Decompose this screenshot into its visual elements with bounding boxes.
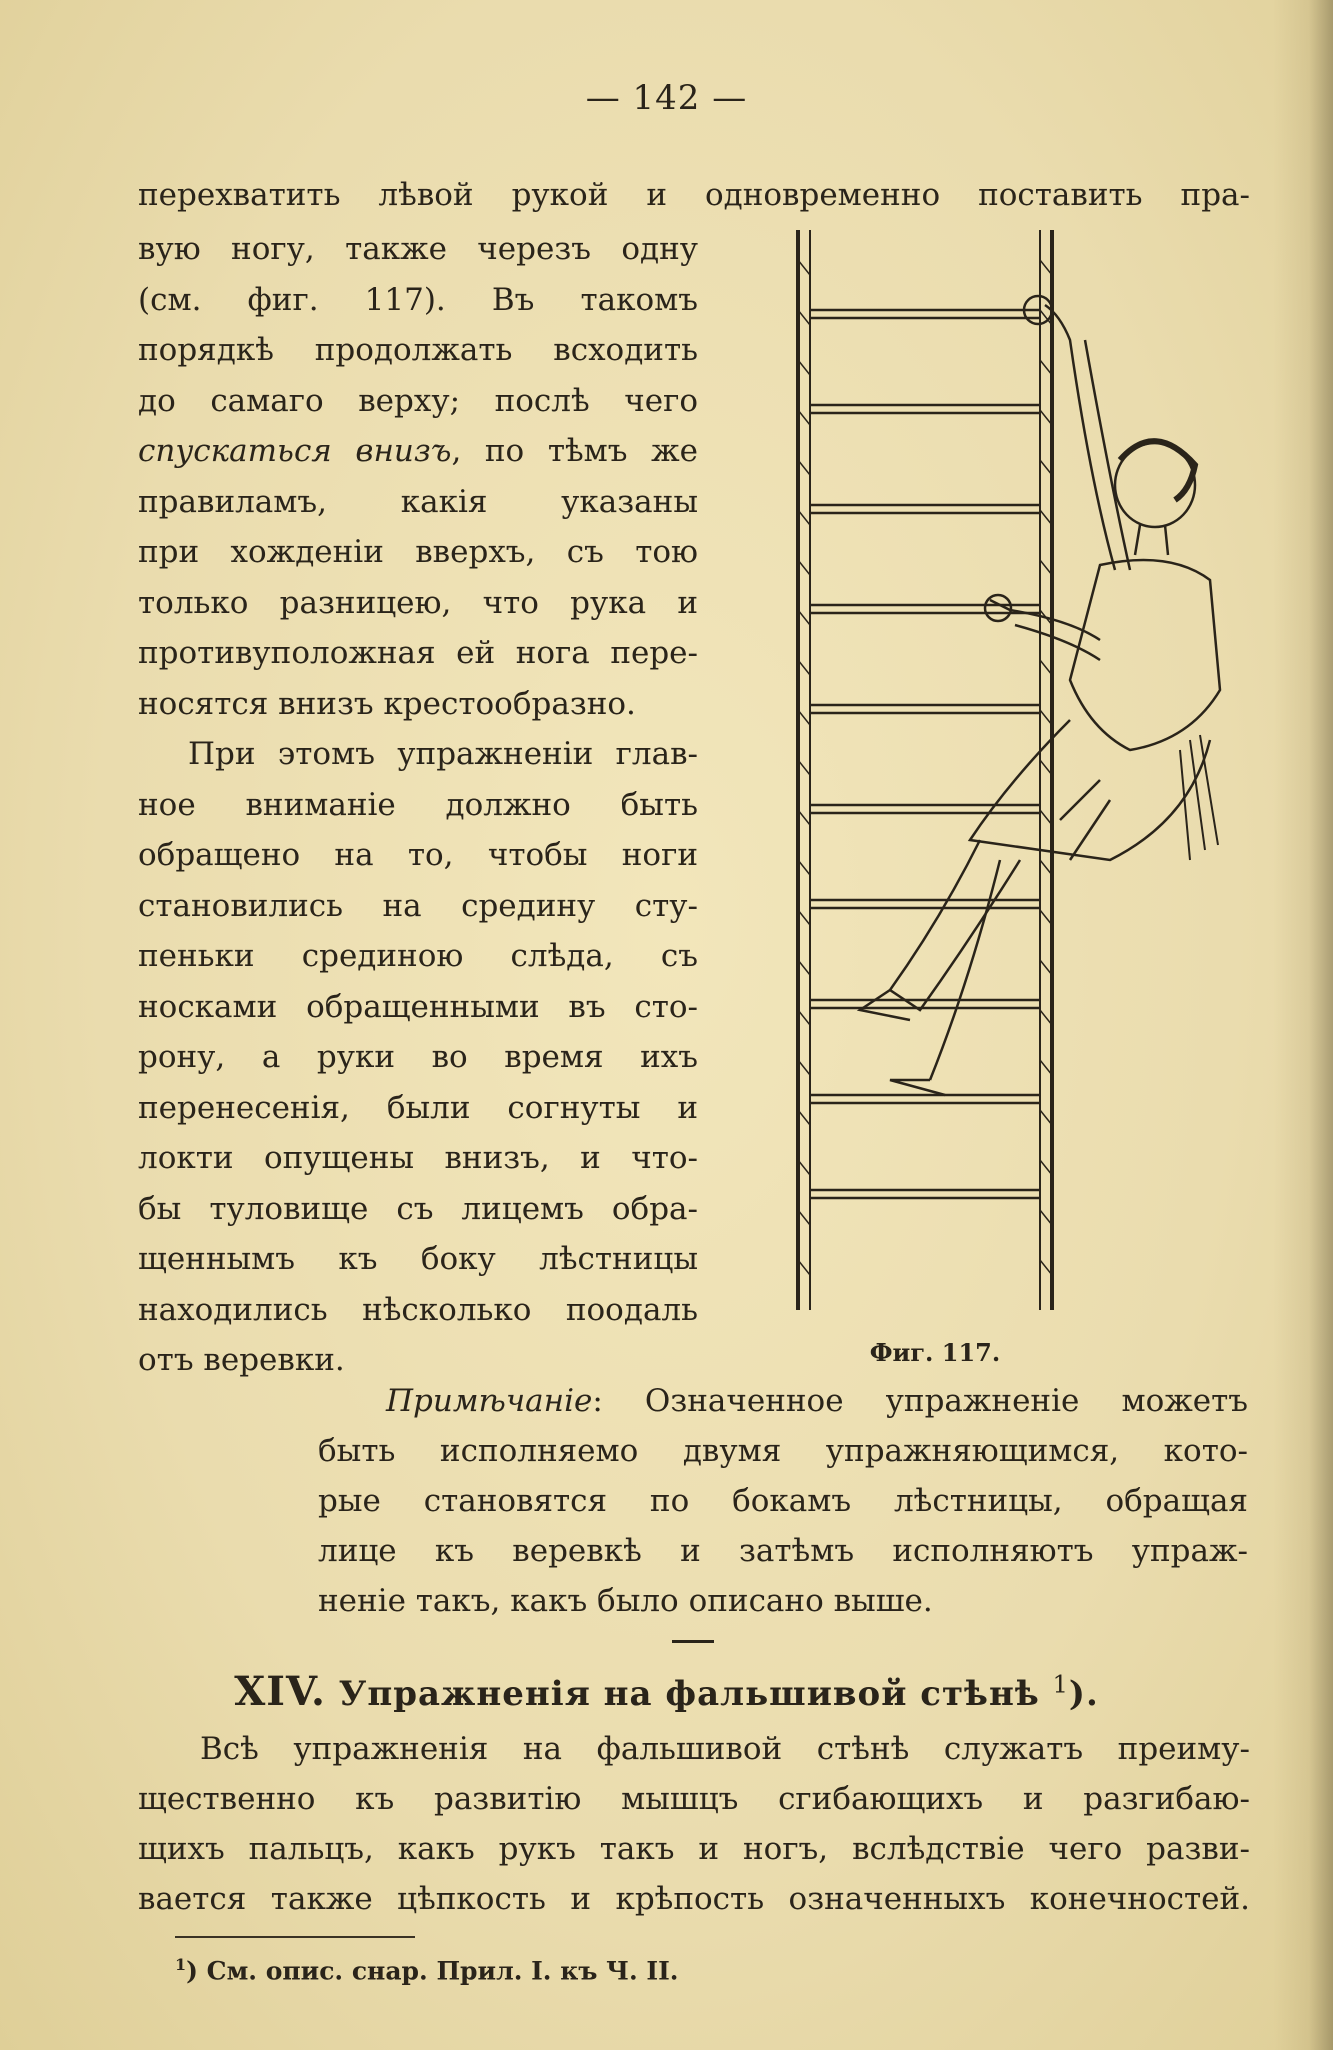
text-line: правиламъ, какія указаны — [138, 483, 698, 520]
text-line: щеннымъ къ боку лѣстницы — [138, 1241, 698, 1277]
text-line: носятся внизъ крестообразно. — [138, 685, 636, 722]
text-line: носками обращенными въ сто- — [138, 988, 698, 1025]
footnote-marker: 1 — [175, 1955, 187, 1974]
text-line: быть исполняемо двумя упражняющимся, кото- — [318, 1433, 1248, 1469]
text-line: противуположная ей нога пере- — [138, 635, 698, 671]
paragraph-start-line: Всѣ упражненія на фальшивой стѣнѣ служатъ преиму- — [200, 1731, 1250, 1767]
paragraph-start-line: При этомъ упражненіи глав- — [188, 736, 698, 772]
text-line: рые становятся по бокамъ лѣстницы, обращая — [318, 1483, 1248, 1519]
section-divider — [672, 1640, 714, 1643]
text-line: до самаго верху; послѣ чего — [138, 382, 698, 419]
text-line: порядкѣ продолжать всходить — [138, 332, 698, 368]
figure-117 — [770, 220, 1250, 1367]
note-first-line — [318, 1376, 1248, 1426]
page-edge-shadow — [1273, 0, 1333, 2050]
footnote-text: ) См. опис. снар. Прил. I. къ Ч. II. — [186, 1956, 679, 1986]
section-number: XIV. — [234, 1668, 326, 1715]
text-line: ное вниманіе должно быть — [138, 786, 698, 823]
text-line: находились нѣсколько поодаль — [138, 1291, 698, 1328]
text-line: щихъ пальцъ, какъ рукъ такъ и ногъ, вслѣдствіе чего разви- — [138, 1831, 1250, 1867]
figure-caption: Фиг. 117. — [869, 1338, 1001, 1367]
text-line: бы туловище съ лицемъ обра- — [138, 1190, 698, 1227]
section-heading — [0, 1668, 1333, 1715]
note-label: Примѣчаніе — [386, 1383, 593, 1419]
text-line: неніе такъ, какъ было описано выше. — [318, 1583, 933, 1619]
emphasis-text: спускаться внизъ — [138, 433, 452, 469]
left-text-column — [138, 224, 698, 1386]
text-line: (см. фиг. 117). Въ такомъ — [138, 281, 698, 318]
text-line: локти опущены внизъ, и что- — [138, 1140, 698, 1176]
text-line: перенесенія, были согнуты и — [138, 1089, 698, 1126]
section-paragraph — [138, 1724, 1250, 1924]
text-fragment: : Означенное упражненіе можетъ — [592, 1383, 1248, 1419]
footnote-rule — [175, 1936, 415, 1938]
rope-ladder-illustration — [770, 220, 1250, 1330]
text-line: вается также цѣпкость и крѣпость означенныхъ конечностей. — [138, 1881, 1250, 1917]
text-fragment: , по тѣмъ же — [451, 433, 698, 469]
footnote — [175, 1955, 678, 1985]
text-fragment: ). — [1068, 1674, 1099, 1714]
opening-line: перехватить лѣвой рукой и одновременно поставить пра- — [138, 177, 1250, 213]
page-number: — 142 — — [585, 78, 748, 118]
text-line: лице къ веревкѣ и затѣмъ исполняютъ упраж- — [318, 1533, 1248, 1569]
text-line: рону, а руки во время ихъ — [138, 1039, 698, 1075]
footnote-ref: 1 — [1052, 1670, 1069, 1699]
text-line: обращено на то, чтобы ноги — [138, 837, 698, 873]
text-line: вую ногу, также черезъ одну — [138, 231, 698, 267]
text-line: становились на средину сту- — [138, 887, 698, 924]
note-block — [318, 1376, 1248, 1626]
text-line: отъ веревки. — [138, 1342, 345, 1378]
text-line-with-emphasis — [138, 426, 698, 477]
text-line: при хожденіи вверхъ, съ тою — [138, 534, 698, 570]
section-title-text: Упражненія на фальшивой стѣнѣ — [338, 1674, 1040, 1714]
text-line: щественно къ развитію мышцъ сгибающихъ и разгибаю- — [138, 1781, 1250, 1817]
text-line: пеньки срединою слѣда, съ — [138, 938, 698, 974]
text-line: только разницею, что рука и — [138, 584, 698, 621]
